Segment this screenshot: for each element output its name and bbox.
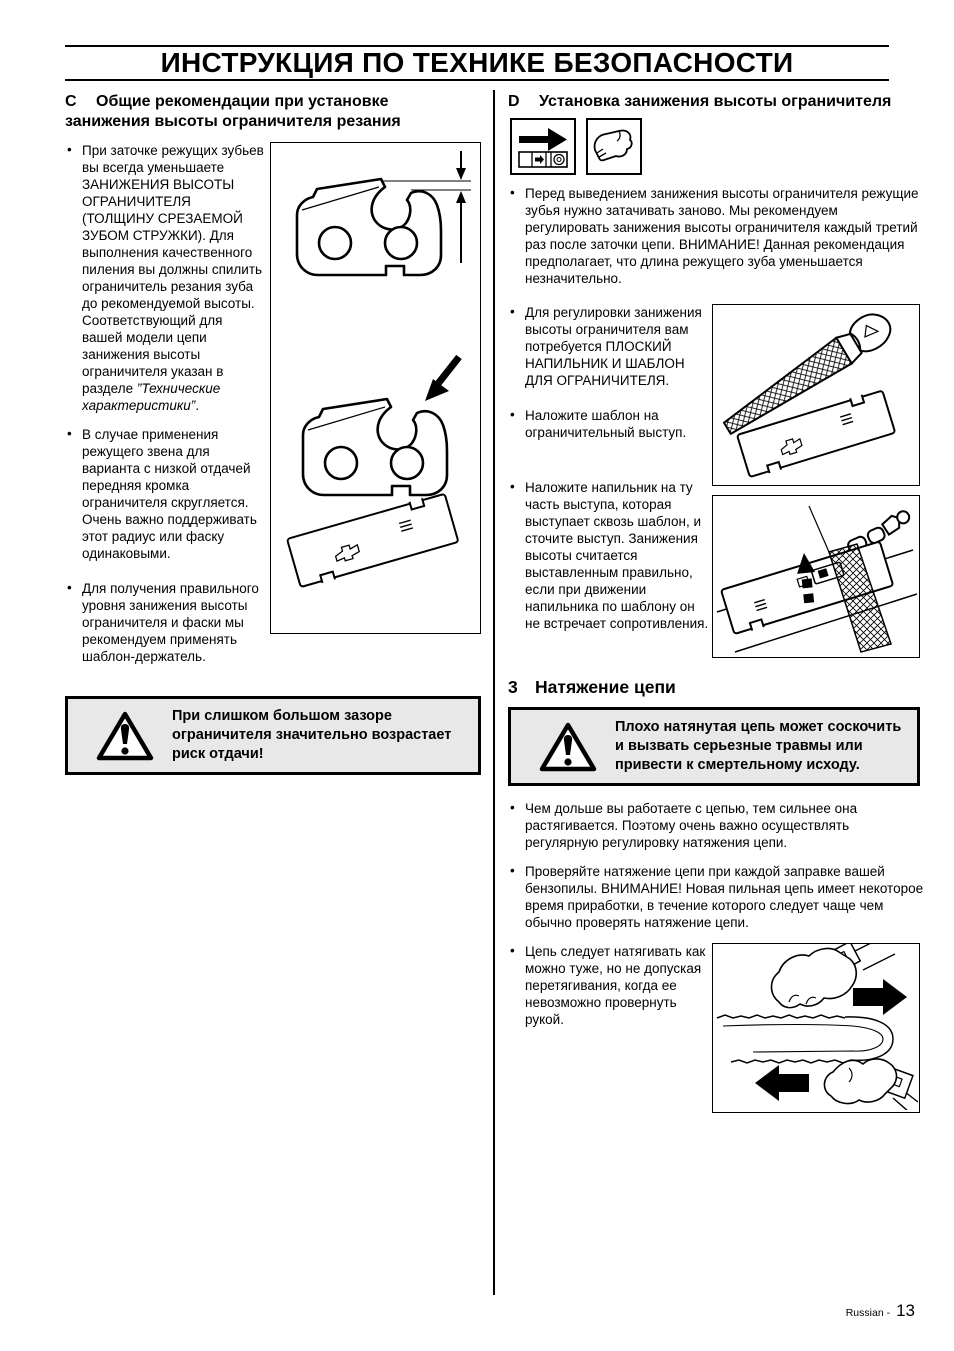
- section-c-letter: C: [65, 93, 77, 110]
- filing-depth-gauge-figure: [712, 495, 920, 658]
- warning-box-kickback: [65, 696, 481, 775]
- pull-right-arrow: [853, 979, 907, 1015]
- warning-text: Плохо натянутая цепь может соскочить и вызвать серьезные травмы или привести к смертельному исходу.: [615, 719, 902, 773]
- bullet-text: Для регулировки занижения высоты ограничителя вам потребуется ПЛОСКИЙ НАПИЛЬНИК И ШАБЛОН ДЛЯ ОГРАНИЧИТЕЛЯ.: [525, 305, 702, 388]
- list-item: [65, 142, 266, 414]
- bullet-text: Для получения правильного уровня занижения высоты ограничителя и фаски мы рекомендуем применять шаблон-держатель.: [82, 581, 259, 664]
- warning-text: При слишком большом зазоре ограничителя значительно возрастает риск отдачи!: [172, 708, 452, 762]
- section-c-column: [65, 92, 481, 775]
- footer-page-number: 13: [896, 1301, 915, 1320]
- bullet-text: В случае применения режущего звена для варианта с низкой отдачей передняя кромка ограничителя скругляется. Очень важно поддерживать этот радиус или фаску одинаковыми.: [82, 427, 257, 561]
- section-d-letter: D: [508, 93, 520, 110]
- section-d-title: Установка занижения высоты ограничителя: [539, 93, 892, 110]
- chain-tension-body: [508, 943, 920, 1113]
- section-c-heading: [65, 92, 473, 132]
- depth-gauge-figure: [270, 142, 481, 634]
- list-item: [508, 185, 925, 287]
- list-item: [508, 943, 712, 1028]
- footer-language-label: Russian -: [845, 1307, 891, 1319]
- bullet-text: Наложите шаблон на ограничительный выступ.: [525, 408, 687, 440]
- column-divider: [493, 90, 495, 1295]
- pull-left-arrow: [755, 1065, 809, 1101]
- list-item: [508, 479, 712, 632]
- section-d-figures: [712, 304, 920, 658]
- section-c-body: [65, 132, 481, 665]
- section-d-column: [508, 92, 924, 1113]
- depth-gauge-drawing: [271, 143, 479, 631]
- bullet-text: Цепь следует натягивать как можно туже, но не допуская перетягивания, когда ее невозможно провернуть рукой.: [525, 944, 706, 1027]
- list-item: [65, 580, 266, 665]
- warning-box-chain-tension: [508, 707, 920, 786]
- lower-hand: [824, 1059, 918, 1110]
- section-d-text: [508, 304, 712, 632]
- italic-reference: ”Технические характеристики”: [82, 381, 221, 413]
- list-item: [508, 863, 925, 931]
- protective-glove-icon: [586, 118, 642, 175]
- section-d-body: [508, 304, 920, 658]
- list-item: [508, 800, 925, 851]
- title-rule-bottom: [65, 79, 889, 81]
- chain-tension-text: [508, 943, 712, 1028]
- chain-tension-heading: [508, 676, 920, 698]
- chain-tension-title: Натяжение цепи: [535, 677, 676, 697]
- warning-triangle-icon: [96, 710, 154, 762]
- section-c-title: Общие рекомендации при установке занижения высоты ограничителя резания: [65, 93, 401, 130]
- bullet-text: При заточке режущих зубьев вы всегда уменьшаете ЗАНИЖЕНИЯ ВЫСОТЫ ОГРАНИЧИТЕЛЯ (ТОЛЩИНУ СРЕЗАЕМОЙ ЗУБОМ СТРУЖКИ). Для выполнения качественного пиления вы должны спилить ограничитель резания зуба до рекомендуемой высоты. Соответствующий для вашей модели цепи занижения высоты ограничителя указан в разделе ”Технические характеристики”.: [82, 143, 264, 413]
- bullet-text: Проверяйте натяжение цепи при каждой заправке вашей бензопилы. ВНИМАНИЕ! Новая пильная цепь имеет некоторое время приработки, в течение которого следует чаще чем обычно проверять натяжение цепи.: [525, 864, 924, 930]
- pictogram-row: [510, 118, 920, 175]
- section-d-heading: [508, 92, 916, 112]
- list-item: [508, 304, 712, 389]
- bullet-text: Чем дольше вы работаете с цепью, тем сильнее она растягивается. Поэтому очень важно осуществлять регулярную регулировку натяжения цепи.: [525, 801, 858, 850]
- file-and-template-figure: [712, 304, 920, 486]
- chain-tension-number: 3: [508, 677, 518, 697]
- list-item: [65, 426, 266, 562]
- section-c-text: [65, 142, 266, 665]
- file-direction-icon: [510, 118, 576, 175]
- bullet-text: Наложите напильник на ту часть выступа, которая выступает сквозь шаблон, и сточите выступ. Занижения высоты считается выставленным правильно, если при движении напильника по шаблону он не встречает сопротивления.: [525, 480, 709, 631]
- page-title: ИНСТРУКЦИЯ ПО ТЕХНИКЕ БЕЗОПАСНОСТИ: [160, 47, 794, 78]
- bullet-text: Перед выведением занижения высоты ограничителя режущие зубья нужно затачивать заново. Мы рекомендуем регулировать занижения высоты ограничителя каждый третий раз после заточки цепи. ВНИМАНИЕ! Данная рекомендация предполагает, что длина режущего зуба уменьшается незначительно.: [525, 186, 919, 286]
- warning-triangle-icon: [539, 721, 597, 773]
- list-item: [508, 407, 712, 441]
- page-footer: [846, 1301, 915, 1321]
- chain-tension-check-figure: [712, 943, 920, 1113]
